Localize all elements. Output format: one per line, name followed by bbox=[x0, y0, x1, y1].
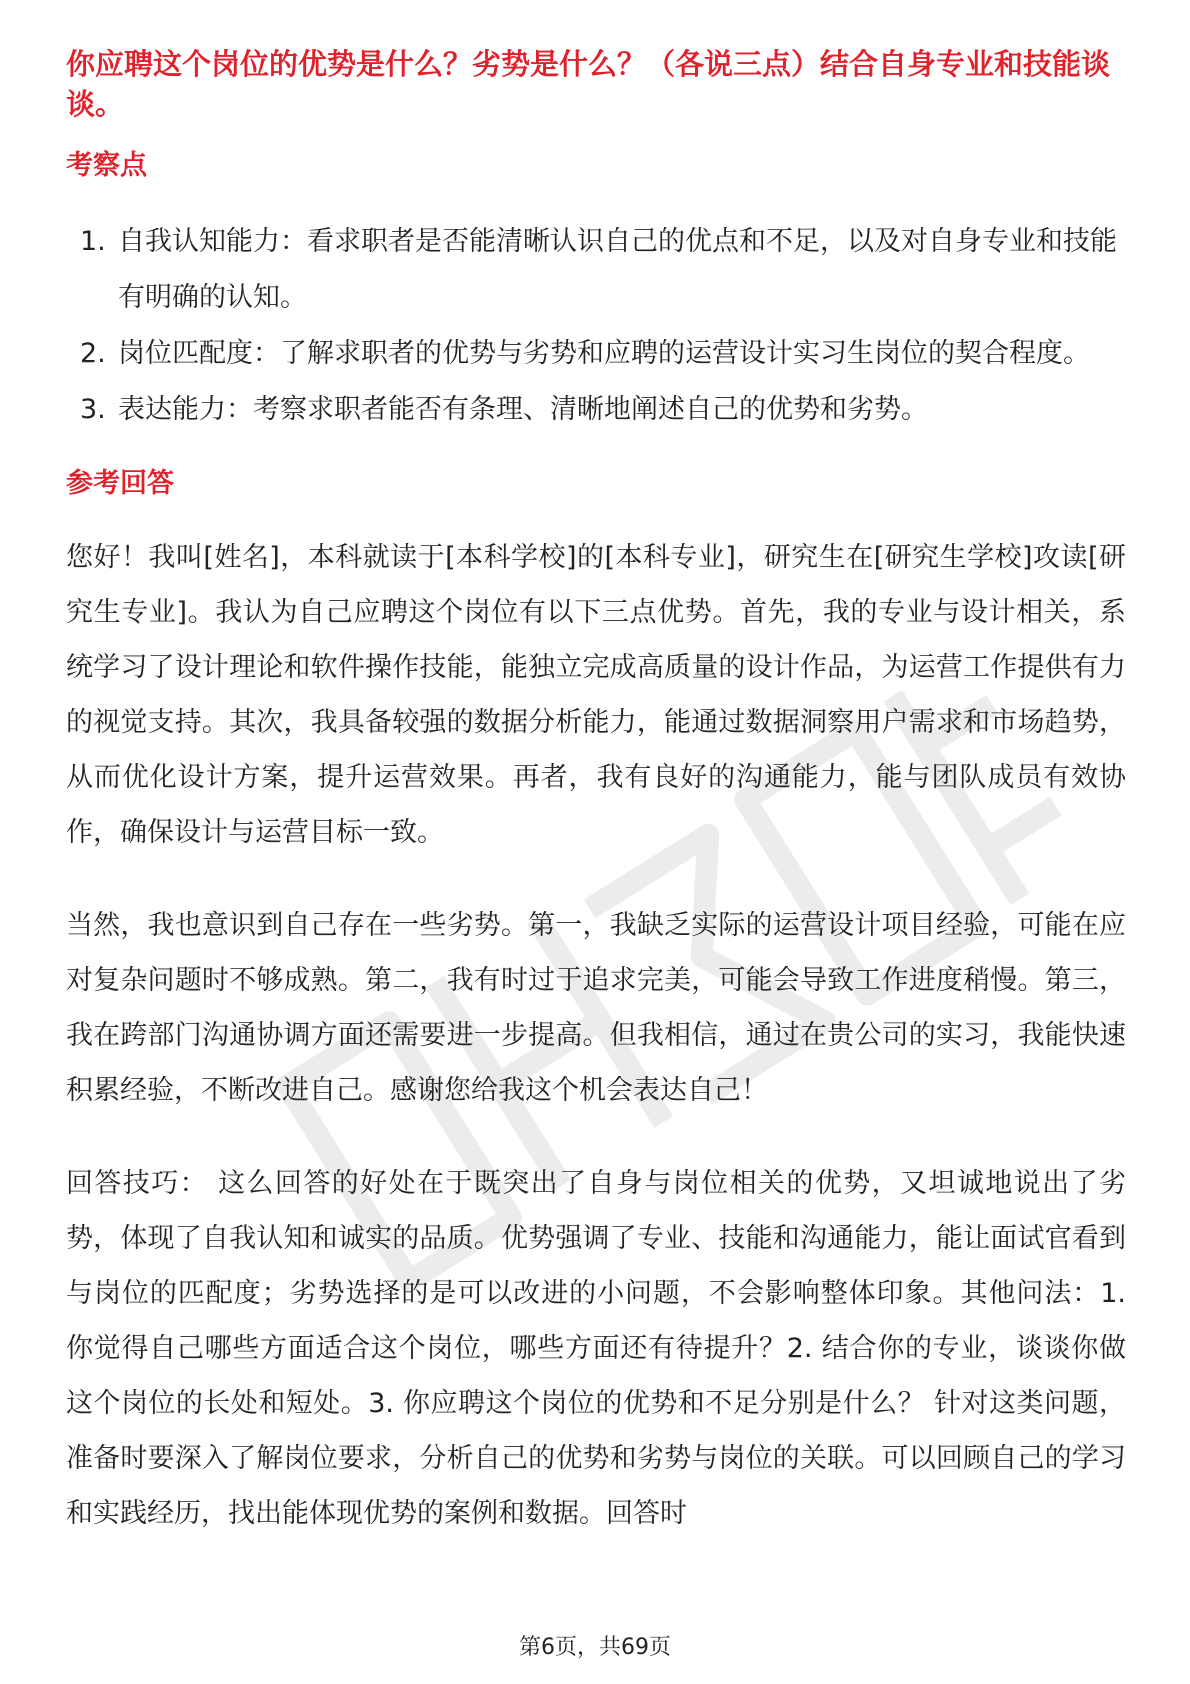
answer-paragraph-advantages: 您好！我叫[姓名]，本科就读于[本科学校]的[本科专业]，研究生在[研究生学校]攻读[研究生专业]。我认为自己应聘这个岗位有以下三点优势。首先，我的专业与设计相关，系统学习了设计理论和软件操作技能，能独立完成高质量的设计作品，为运营工作提供有力的视觉支持。其次，我具备较强的数据分析能力，能通过数据洞察用户需求和市场趋势，从而优化设计方案，提升运营效果。再者，我有良好的沟通能力，能与团队成员有效协作，确保设计与运营目标一致。 bbox=[66, 542, 1126, 848]
exam-point-text: 自我认知能力：看求职者是否能清晰认识自己的优点和不足，以及对自身专业和技能有明确的认知。 bbox=[118, 226, 1117, 313]
document-page bbox=[66, 44, 1126, 1541]
exam-point-number: 1. bbox=[80, 226, 106, 257]
exam-point-number: 2. bbox=[80, 338, 106, 369]
answer-paragraph-disadvantages: 当然，我也意识到自己存在一些劣势。第一，我缺乏实际的运营设计项目经验，可能在应对复杂问题时不够成熟。第二，我有时过于追求完美，可能会导致工作进度稍慢。第三，我在跨部门沟通协调方面还需要进一步提高。但我相信，通过在贵公司的实习，我能快速积累经验，不断改进自己。感谢您给我这个机会表达自己！ bbox=[66, 910, 1126, 1106]
page-number-footer: 第6页，共69页 bbox=[519, 1635, 671, 1660]
exam-point-text: 表达能力：考察求职者能否有条理、清晰地阐述自己的优势和劣势。 bbox=[118, 394, 928, 425]
exam-point-item bbox=[66, 214, 1126, 326]
exam-point-number: 3. bbox=[80, 394, 106, 425]
question-title: 你应聘这个岗位的优势是什么？劣势是什么？（各说三点）结合自身专业和技能谈谈。 bbox=[66, 47, 1111, 121]
exam-point-item bbox=[66, 382, 1126, 438]
exam-point-item bbox=[66, 326, 1126, 382]
reference-answer-heading: 参考回答 bbox=[66, 468, 174, 499]
exam-points-heading: 考察点 bbox=[66, 150, 147, 181]
exam-point-text: 岗位匹配度：了解求职者的优势与劣势和应聘的运营设计实习生岗位的契合程度。 bbox=[118, 338, 1090, 369]
answer-tips-paragraph: 回答技巧： 这么回答的好处在于既突出了自身与岗位相关的优势，又坦诚地说出了劣势，体现了自我认知和诚实的品质。优势强调了专业、技能和沟通能力，能让面试官看到与岗位的匹配度；劣势选择的是可以改进的小问题，不会影响整体印象。其他问法：1. 你觉得自己哪些方面适合这个岗位，哪些方面还有待提升？2. 结合你的专业，谈谈你做这个岗位的长处和短处。3. 你应聘这个岗位的优势和不足分别是什么？ 针对这类问题，准备时要深入了解岗位要求，分析自己的优势和劣势与岗位的关联。可以回顾自己的学习和实践经历，找出能体现优势的案例和数据。回答时 bbox=[66, 1168, 1126, 1529]
exam-points-list bbox=[66, 214, 1126, 438]
